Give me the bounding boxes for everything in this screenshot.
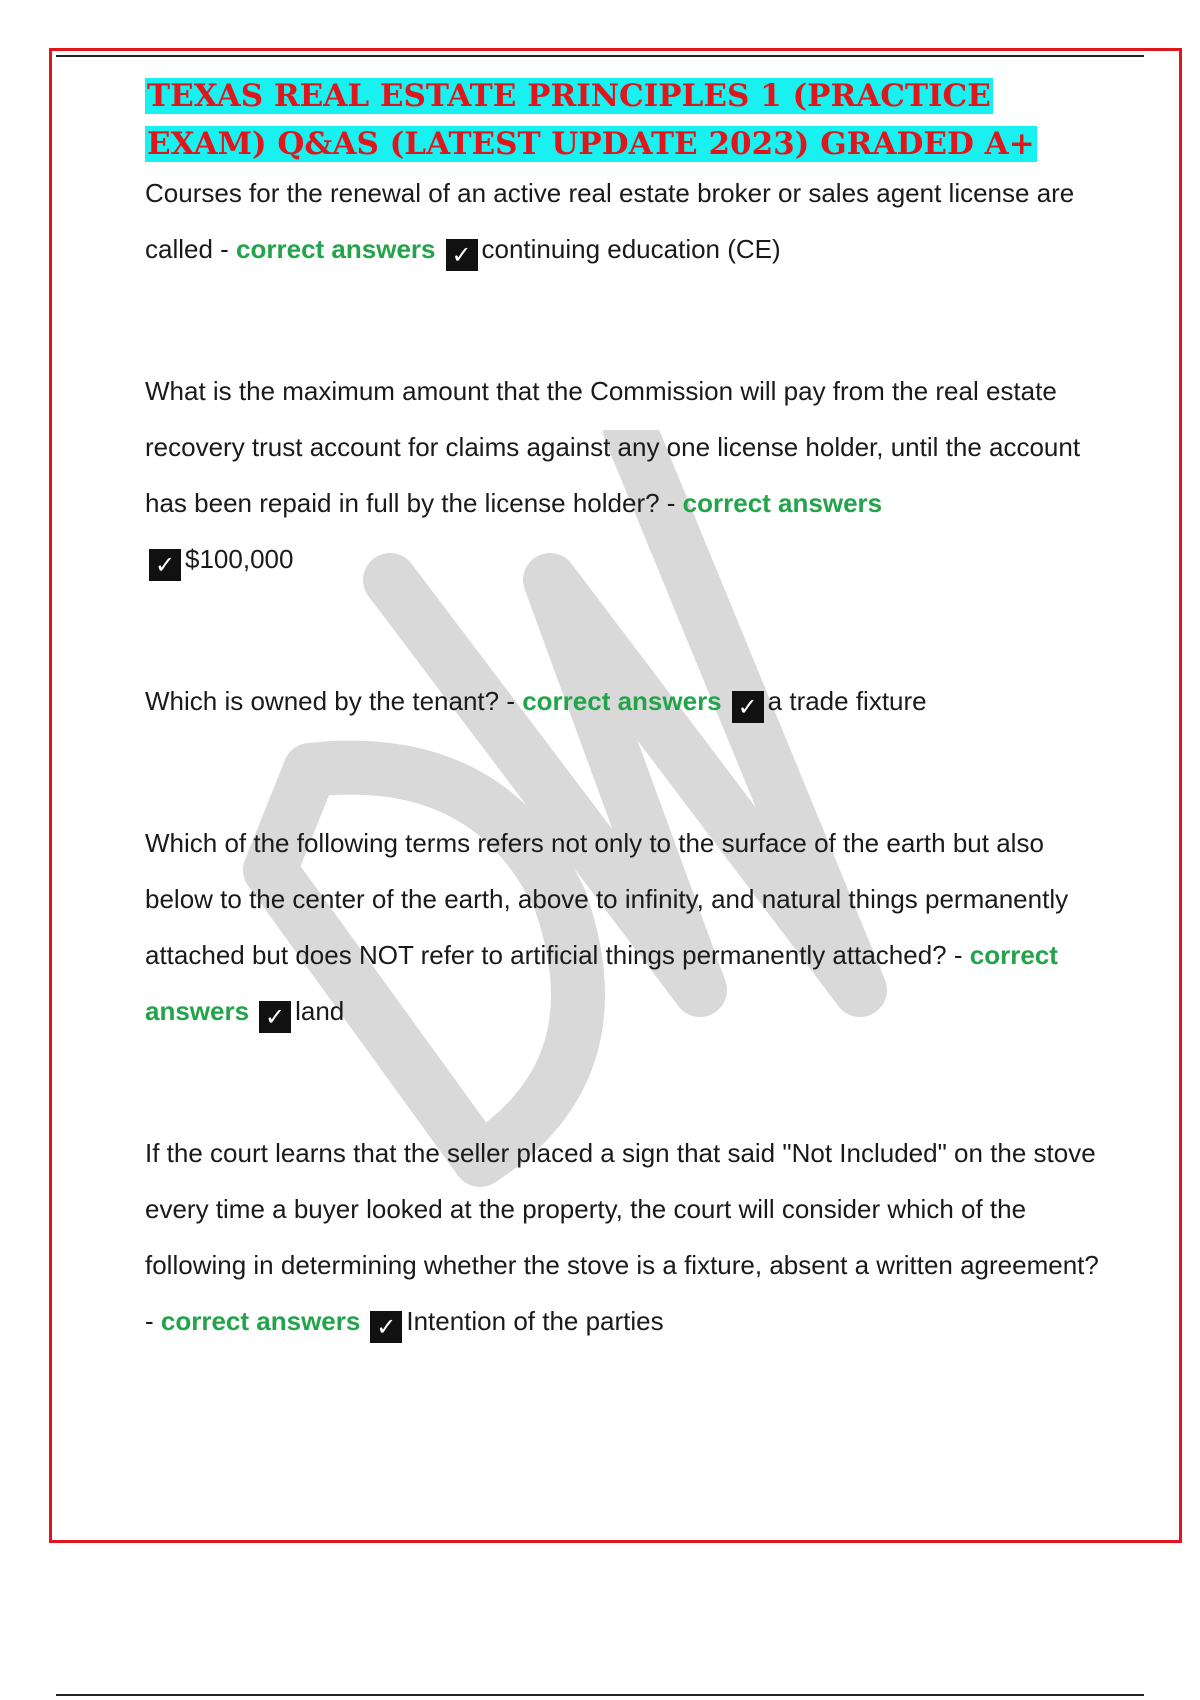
answer-text: continuing education (CE) bbox=[481, 234, 781, 264]
checkmark-icon: ✓ bbox=[732, 691, 764, 723]
answer-text: $100,000 bbox=[185, 544, 294, 574]
qa-item bbox=[145, 673, 1105, 729]
checkmark-icon: ✓ bbox=[446, 239, 478, 271]
question-text: If the court learns that the seller placed a sign that said "Not Included" on the stove every time a buyer looked at the property, the court will consider which of the following in determining whether the stove is a fixture, absent a written agreement? - bbox=[145, 1138, 1099, 1336]
checkmark-icon: ✓ bbox=[370, 1311, 402, 1343]
answer-text: land bbox=[295, 996, 345, 1026]
question-text: What is the maximum amount that the Commission will pay from the real estate recovery trust account for claims against any one license holder, until the account has been repaid in full by the license holder? - bbox=[145, 376, 1081, 518]
qa-item bbox=[145, 165, 1105, 277]
question-text: Which of the following terms refers not only to the surface of the earth but also below to the center of the earth, above to infinity, and natural things permanently attached but does NOT refer to artificial things permanently attached? - bbox=[145, 828, 1069, 970]
answer-label: correct answers bbox=[522, 686, 722, 716]
answer-label: correct answers bbox=[145, 940, 1058, 1026]
answer-label: correct answers bbox=[236, 234, 436, 264]
title-highlight: TEXAS REAL ESTATE PRINCIPLES 1 (PRACTICE EXAM) Q&AS (LATEST UPDATE 2023) GRADED A+ bbox=[147, 78, 1035, 162]
qa-item bbox=[145, 815, 1105, 1039]
question-text: Which is owned by the tenant? - bbox=[145, 686, 523, 716]
qa-item bbox=[145, 363, 1105, 587]
document-title bbox=[145, 72, 1105, 168]
answer-label: correct answers bbox=[160, 1306, 361, 1336]
answer-text: a trade fixture bbox=[767, 686, 927, 716]
answer-text: Intention of the parties bbox=[406, 1306, 664, 1336]
footer-rule bbox=[56, 1694, 1144, 1696]
answer-label: correct answers bbox=[682, 488, 883, 518]
qa-item bbox=[145, 1125, 1105, 1349]
document-body bbox=[145, 72, 1105, 1349]
question-text: Courses for the renewal of an active real estate broker or sales agent license are called - bbox=[145, 178, 1075, 264]
checkmark-icon: ✓ bbox=[259, 1001, 291, 1033]
checkmark-icon: ✓ bbox=[149, 549, 181, 581]
